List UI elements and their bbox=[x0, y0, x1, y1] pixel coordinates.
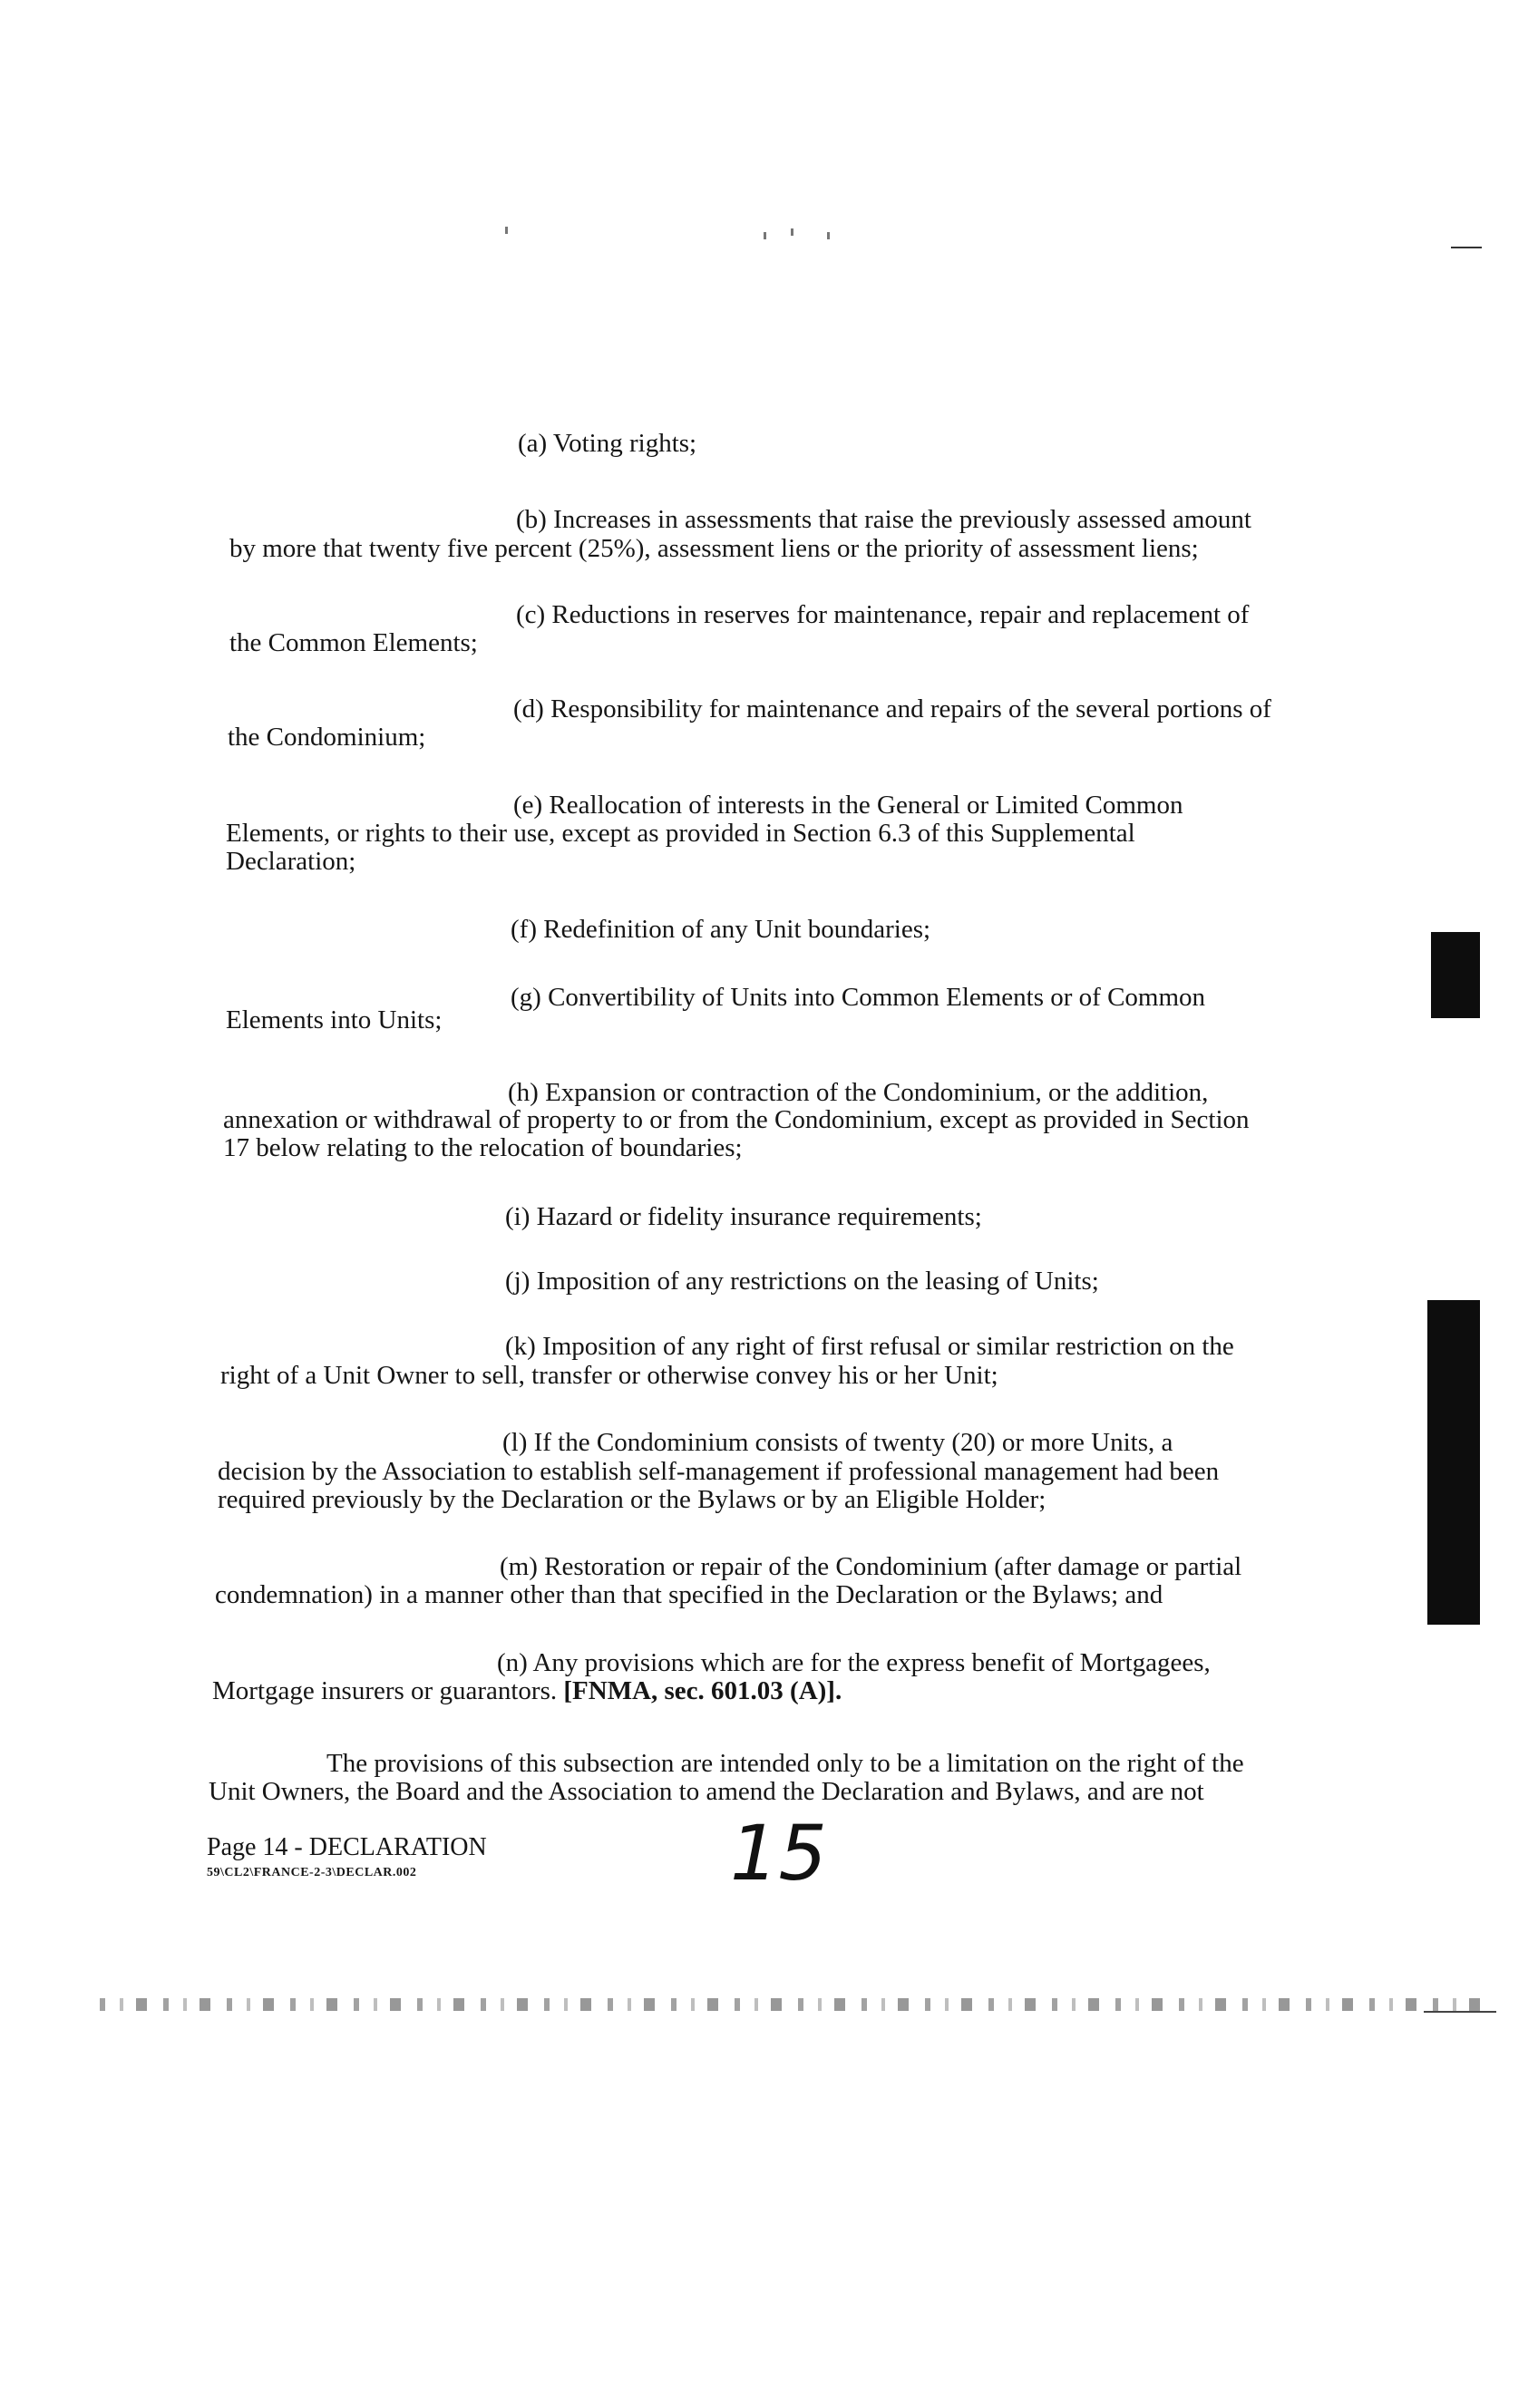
item-e-continuation-2: Declaration; bbox=[226, 847, 356, 876]
footer-page-label: Page 14 - DECLARATION bbox=[207, 1833, 487, 1861]
item-j: (j) Imposition of any restrictions on the leasing of Units; bbox=[505, 1267, 1099, 1296]
item-l-continuation-2: required previously by the Declaration or the Bylaws or by an Eligible Holder; bbox=[218, 1485, 1046, 1514]
closing-paragraph-second-line: Unit Owners, the Board and the Association to amend the Declaration and Bylaws, and are not bbox=[209, 1777, 1204, 1806]
scan-margin-bar-upper bbox=[1431, 932, 1480, 1018]
item-h-first-line: (h) Expansion or contraction of the Condominium, or the addition, bbox=[508, 1078, 1209, 1107]
item-b-continuation: by more that twenty five percent (25%), assessment liens or the priority of assessment liens; bbox=[229, 534, 1199, 563]
scan-mark-top-right bbox=[1451, 247, 1482, 248]
scan-speck bbox=[791, 228, 793, 236]
item-m-continuation: condemnation) in a manner other than that specified in the Declaration or the Bylaws; and bbox=[215, 1580, 1163, 1609]
item-g-continuation: Elements into Units; bbox=[226, 1005, 443, 1034]
scan-bottom-strip bbox=[100, 1998, 1487, 2011]
item-c-first-line: (c) Reductions in reserves for maintenance, repair and replacement of bbox=[516, 600, 1250, 629]
item-b-first-line: (b) Increases in assessments that raise the previously assessed amount bbox=[516, 505, 1251, 534]
item-n-first-line: (n) Any provisions which are for the express benefit of Mortgagees, bbox=[497, 1648, 1211, 1677]
item-h-continuation-2: 17 below relating to the relocation of boundaries; bbox=[223, 1133, 743, 1162]
item-g-first-line: (g) Convertibility of Units into Common Elements or of Common bbox=[511, 983, 1206, 1012]
item-e-continuation-1: Elements, or rights to their use, except as provided in Section 6.3 of this Supplemental bbox=[226, 819, 1135, 848]
item-h-continuation-1: annexation or withdrawal of property to or from the Condominium, except as provided in Section bbox=[223, 1105, 1250, 1134]
item-k-first-line: (k) Imposition of any right of first refusal or similar restriction on the bbox=[505, 1332, 1234, 1361]
closing-paragraph-first-line: The provisions of this subsection are intended only to be a limitation on the right of the bbox=[326, 1749, 1244, 1778]
item-n-continuation bbox=[212, 1675, 842, 1706]
scan-speck bbox=[505, 227, 508, 234]
item-d-continuation: the Condominium; bbox=[228, 723, 426, 752]
item-n-continuation-text: Mortgage insurers or guarantors. bbox=[212, 1676, 558, 1705]
handwritten-page-number: 15 bbox=[730, 1809, 827, 1898]
item-c-continuation: the Common Elements; bbox=[229, 628, 478, 657]
item-e-first-line: (e) Reallocation of interests in the General or Limited Common bbox=[513, 791, 1183, 820]
item-k-continuation: right of a Unit Owner to sell, transfer or otherwise convey his or her Unit; bbox=[220, 1361, 998, 1390]
scan-speck bbox=[764, 232, 766, 239]
item-l-continuation-1: decision by the Association to establish self-management if professional management had been bbox=[218, 1457, 1220, 1486]
scan-speck bbox=[827, 232, 830, 239]
item-a: (a) Voting rights; bbox=[518, 429, 697, 458]
item-l-first-line: (l) If the Condominium consists of twenty (20) or more Units, a bbox=[502, 1428, 1173, 1457]
item-f: (f) Redefinition of any Unit boundaries; bbox=[511, 915, 931, 944]
item-d-first-line: (d) Responsibility for maintenance and repairs of the several portions of bbox=[513, 694, 1271, 723]
item-i: (i) Hazard or fidelity insurance requirements; bbox=[505, 1202, 982, 1231]
item-m-first-line: (m) Restoration or repair of the Condominium (after damage or partial bbox=[500, 1552, 1242, 1581]
fnma-citation: [FNMA, sec. 601.03 (A)]. bbox=[557, 1676, 842, 1705]
scan-margin-bar-lower bbox=[1427, 1300, 1480, 1625]
scan-bottom-line bbox=[1424, 2011, 1496, 2013]
footer-file-path: 59\CL2\FRANCE-2-3\DECLAR.002 bbox=[207, 1866, 417, 1879]
